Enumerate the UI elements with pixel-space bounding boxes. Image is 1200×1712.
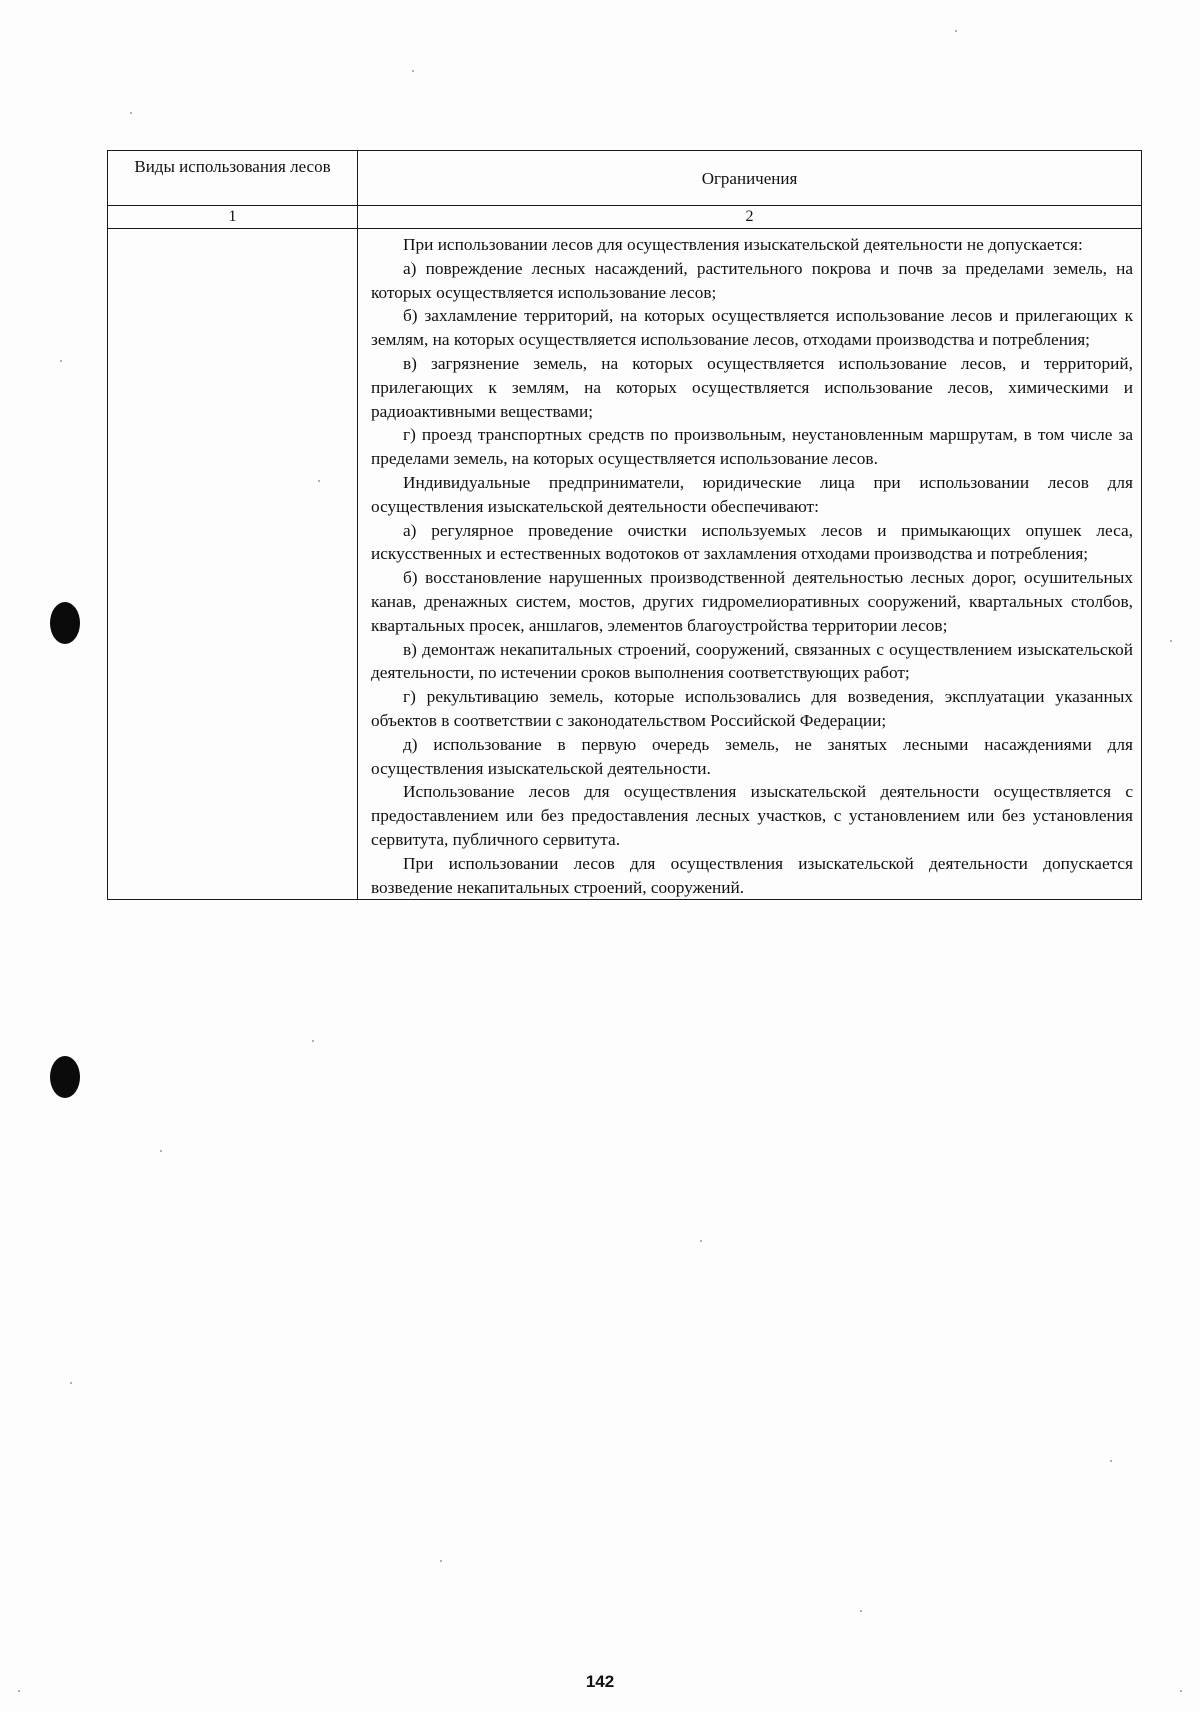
scan-speck [160,1150,162,1152]
paragraph: д) использование в первую очередь земель, не занятых лесными насаждениями для осуществления изыскательской деятельности. [371,734,1133,778]
table-row [108,229,1142,900]
column-number-2: 2 [358,206,1142,229]
paragraph: Использование лесов для осуществления изыскательской деятельности осуществляется с предоставлением или без предоставления лесных участков, с установлением или без установления сервитута, публичного сервитута. [371,782,1133,849]
scan-speck [860,1610,862,1612]
restrictions-cell [358,229,1142,900]
scan-speck [1170,640,1172,642]
scan-speck [1180,1690,1182,1692]
scan-speck [1110,1460,1112,1462]
paragraph: а) повреждение лесных насаждений, растительного покрова и почв за пределами земель, на которых осуществляется использование лесов; [371,258,1133,302]
paragraph: в) демонтаж некапитальных строений, сооружений, связанных с осуществлением изыскательской деятельности, по истечении сроков выполнения соответствующих работ; [371,639,1133,683]
paragraph: в) загрязнение земель, на которых осуществляется использование лесов, и территорий, прилегающих к землям, на которых осуществляется использование лесов, химическими и радиоактивными веществами; [371,353,1133,421]
column-number-row [108,206,1142,229]
paragraph: б) захламление территорий, на которых осуществляется использование лесов и прилегающих к землям, на которых осуществляется использование лесов, отходами производства и потребления; [371,306,1133,350]
table-header-row [108,151,1142,206]
punch-hole-top [50,602,80,644]
scan-speck [70,1382,72,1384]
paragraph: При использовании лесов для осуществления изыскательской деятельности не допускается: [403,235,1083,254]
header-forest-use-types: Виды использования лесов [108,151,358,206]
paragraph: г) проезд транспортных средств по произвольным, неустановленным маршрутам, в том числе за пределами земель, на которых осуществляется использование лесов. [371,425,1133,469]
forest-use-type-cell [108,229,358,900]
paragraph: г) рекультивацию земель, которые использовались для возведения, эксплуатации указанных объектов в соответствии с законодательством Российской Федерации; [371,687,1133,730]
scan-speck [60,360,62,362]
scan-speck [312,1040,314,1042]
column-number-1: 1 [108,206,358,229]
scan-speck [318,480,320,482]
scan-speck [130,112,132,114]
paragraph: б) восстановление нарушенных производственной деятельностью лесных дорог, осушительных канав, дренажных систем, мостов, других гидромелиоративных сооружений, квартальных столбов, квартальных просек, аншлагов, элементов благоустройства территории лесов; [371,568,1133,635]
restrictions-table [107,150,1142,900]
paragraph: Индивидуальные предприниматели, юридические лица при использовании лесов для осуществления изыскательской деятельности обеспечивают: [371,472,1133,516]
scan-speck [440,1560,442,1562]
scan-speck [700,1240,702,1242]
scan-speck [955,30,957,32]
scan-speck [18,1690,20,1692]
page-number: 142 [585,1672,615,1691]
paragraph: При использовании лесов для осуществления изыскательской деятельности допускается возведение некапитальных строений, сооружений. [371,853,1133,897]
header-restrictions: Ограничения [358,151,1142,206]
scan-speck [412,70,414,72]
punch-hole-bottom [50,1056,80,1098]
paragraph: а) регулярное проведение очистки используемых лесов и примыкающих опушек леса, искусственных и естественных водотоков от захламления отходами производства и потребления; [371,520,1133,564]
